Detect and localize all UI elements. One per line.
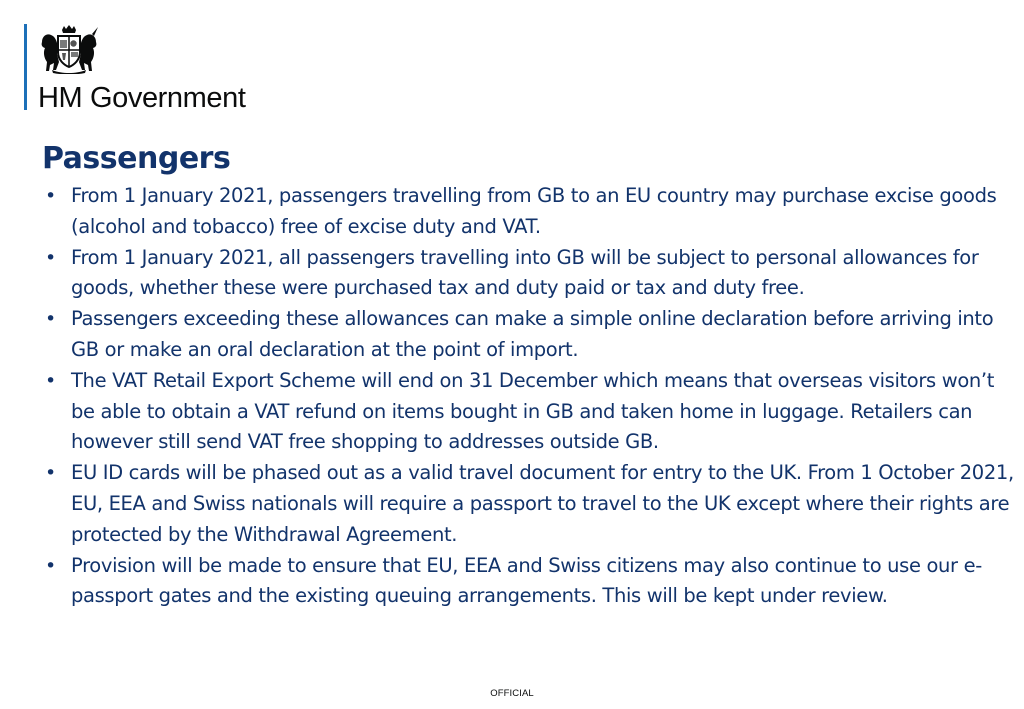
bullet-list [44, 181, 1014, 612]
bullet-text: The VAT Retail Export Scheme will end on 31 December which means that overseas visitors won’t be able to obtain a VAT refund on items bought in GB and taken home in luggage. Retailers can however still send VAT free shopping to addresses outside GB. [71, 368, 995, 454]
security-classification-label: OFFICIAL [490, 688, 534, 699]
bullet-text: Passengers exceeding these allowances can make a simple online declaration before arriving into GB or make an oral declaration at the point of import. [71, 307, 994, 361]
bullet-text: From 1 January 2021, passengers travelling from GB to an EU country may purchase excise goods (alcohol and tobacco) free of excise duty and VAT. [71, 184, 997, 238]
bullet-item [44, 366, 1014, 458]
royal-coat-of-arms-icon [38, 24, 100, 74]
bullet-text: Provision will be made to ensure that EU, EEA and Swiss citizens may also continue to use our e-passport gates and the existing queuing arrangements. This will be kept under review. [71, 553, 982, 608]
bullet-text: EU ID cards will be phased out as a valid travel document for entry to the UK. From 1 October 2021, EU, EEA and Swiss nationals will require a passport to travel to the UK except where their rights are protected by the Withdrawal Agreement. [71, 461, 1014, 546]
bullet-icon: • [45, 185, 56, 207]
bullet-icon: • [45, 462, 56, 485]
bullet-icon: • [45, 246, 56, 269]
bullet-item [44, 243, 1014, 305]
bullet-text: From 1 January 2021, all passengers travelling into GB will be subject to personal allowances for goods, whether these were purchased tax and duty paid or tax and duty free. [71, 245, 979, 300]
bullet-item [44, 458, 1014, 550]
organisation-name: HM Government [38, 82, 246, 114]
bullet-icon: • [45, 554, 56, 577]
bullet-icon: • [45, 308, 56, 331]
slide-title: Passengers [42, 141, 231, 176]
bullet-item [44, 304, 1014, 366]
bullet-item [44, 181, 1014, 243]
logo-accent-bar [24, 24, 27, 110]
bullet-icon: • [45, 369, 56, 392]
bullet-item [44, 551, 1014, 613]
